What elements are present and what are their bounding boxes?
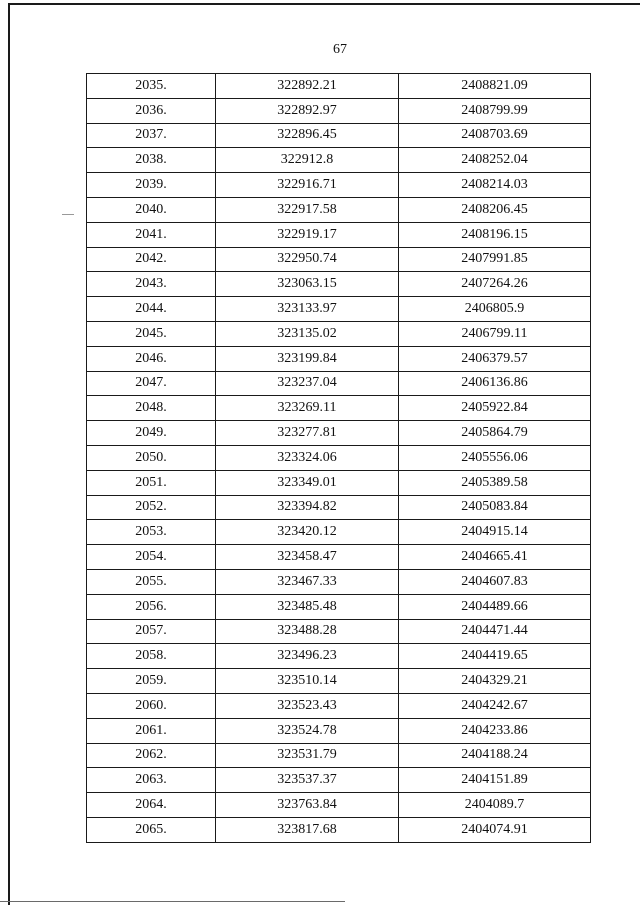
point-number-cell: 2062. (87, 743, 216, 768)
point-number-cell: 2048. (87, 396, 216, 421)
x-coordinate-cell: 323817.68 (216, 817, 399, 842)
point-number-cell: 2045. (87, 321, 216, 346)
x-coordinate-cell: 323324.06 (216, 445, 399, 470)
point-number-cell: 2035. (87, 74, 216, 99)
coordinates-table-body (87, 74, 591, 843)
point-number-cell: 2042. (87, 247, 216, 272)
x-coordinate-cell: 322916.71 (216, 173, 399, 198)
table-row (87, 222, 591, 247)
x-coordinate-cell: 323237.04 (216, 371, 399, 396)
point-number-cell: 2055. (87, 569, 216, 594)
table-row (87, 817, 591, 842)
x-coordinate-cell: 323485.48 (216, 594, 399, 619)
table-row (87, 743, 591, 768)
point-number-cell: 2037. (87, 123, 216, 148)
scan-border-left (8, 3, 10, 905)
table-row (87, 594, 591, 619)
table-row (87, 321, 591, 346)
point-number-cell: 2036. (87, 98, 216, 123)
page-number: 67 (333, 42, 347, 57)
x-coordinate-cell: 323510.14 (216, 669, 399, 694)
table-row (87, 396, 591, 421)
table-row (87, 272, 591, 297)
table-row (87, 247, 591, 272)
point-number-cell: 2060. (87, 693, 216, 718)
y-coordinate-cell: 2408196.15 (399, 222, 591, 247)
point-number-cell: 2064. (87, 793, 216, 818)
point-number-cell: 2054. (87, 545, 216, 570)
table-row (87, 669, 591, 694)
table-row (87, 123, 591, 148)
table-row (87, 644, 591, 669)
y-coordinate-cell: 2405922.84 (399, 396, 591, 421)
x-coordinate-cell: 323763.84 (216, 793, 399, 818)
y-coordinate-cell: 2408703.69 (399, 123, 591, 148)
x-coordinate-cell: 323199.84 (216, 346, 399, 371)
table-row (87, 197, 591, 222)
x-coordinate-cell: 323524.78 (216, 718, 399, 743)
table-row (87, 793, 591, 818)
table-row (87, 470, 591, 495)
table-row (87, 445, 591, 470)
y-coordinate-cell: 2406805.9 (399, 297, 591, 322)
y-coordinate-cell: 2407991.85 (399, 247, 591, 272)
x-coordinate-cell: 323135.02 (216, 321, 399, 346)
x-coordinate-cell: 322892.21 (216, 74, 399, 99)
point-number-cell: 2059. (87, 669, 216, 694)
y-coordinate-cell: 2404607.83 (399, 569, 591, 594)
point-number-cell: 2043. (87, 272, 216, 297)
y-coordinate-cell: 2406799.11 (399, 321, 591, 346)
y-coordinate-cell: 2405864.79 (399, 421, 591, 446)
table-row (87, 371, 591, 396)
table-row (87, 569, 591, 594)
table-row (87, 693, 591, 718)
y-coordinate-cell: 2404242.67 (399, 693, 591, 718)
point-number-cell: 2063. (87, 768, 216, 793)
scan-border-bottom (0, 901, 345, 902)
x-coordinate-cell: 323349.01 (216, 470, 399, 495)
x-coordinate-cell: 323531.79 (216, 743, 399, 768)
table-row (87, 421, 591, 446)
y-coordinate-cell: 2404329.21 (399, 669, 591, 694)
point-number-cell: 2065. (87, 817, 216, 842)
y-coordinate-cell: 2404471.44 (399, 619, 591, 644)
scan-border-top (8, 3, 640, 5)
point-number-cell: 2041. (87, 222, 216, 247)
point-number-cell: 2051. (87, 470, 216, 495)
x-coordinate-cell: 323537.37 (216, 768, 399, 793)
y-coordinate-cell: 2405389.58 (399, 470, 591, 495)
y-coordinate-cell: 2405083.84 (399, 495, 591, 520)
point-number-cell: 2039. (87, 173, 216, 198)
table-row (87, 619, 591, 644)
table-row (87, 718, 591, 743)
table-row (87, 495, 591, 520)
point-number-cell: 2044. (87, 297, 216, 322)
table-row (87, 74, 591, 99)
table-row (87, 98, 591, 123)
y-coordinate-cell: 2404089.7 (399, 793, 591, 818)
x-coordinate-cell: 323458.47 (216, 545, 399, 570)
y-coordinate-cell: 2407264.26 (399, 272, 591, 297)
y-coordinate-cell: 2404151.89 (399, 768, 591, 793)
x-coordinate-cell: 322912.8 (216, 148, 399, 173)
point-number-cell: 2046. (87, 346, 216, 371)
y-coordinate-cell: 2404419.65 (399, 644, 591, 669)
x-coordinate-cell: 323496.23 (216, 644, 399, 669)
table-row (87, 520, 591, 545)
table-row (87, 297, 591, 322)
y-coordinate-cell: 2404074.91 (399, 817, 591, 842)
point-number-cell: 2056. (87, 594, 216, 619)
x-coordinate-cell: 322919.17 (216, 222, 399, 247)
y-coordinate-cell: 2408799.99 (399, 98, 591, 123)
y-coordinate-cell: 2408252.04 (399, 148, 591, 173)
x-coordinate-cell: 323269.11 (216, 396, 399, 421)
table-row (87, 545, 591, 570)
point-number-cell: 2038. (87, 148, 216, 173)
point-number-cell: 2049. (87, 421, 216, 446)
y-coordinate-cell: 2406379.57 (399, 346, 591, 371)
y-coordinate-cell: 2405556.06 (399, 445, 591, 470)
y-coordinate-cell: 2404915.14 (399, 520, 591, 545)
point-number-cell: 2047. (87, 371, 216, 396)
x-coordinate-cell: 322917.58 (216, 197, 399, 222)
point-number-cell: 2058. (87, 644, 216, 669)
x-coordinate-cell: 323488.28 (216, 619, 399, 644)
x-coordinate-cell: 323277.81 (216, 421, 399, 446)
x-coordinate-cell: 323133.97 (216, 297, 399, 322)
y-coordinate-cell: 2404188.24 (399, 743, 591, 768)
x-coordinate-cell: 323467.33 (216, 569, 399, 594)
point-number-cell: 2053. (87, 520, 216, 545)
y-coordinate-cell: 2408821.09 (399, 74, 591, 99)
x-coordinate-cell: 323523.43 (216, 693, 399, 718)
table-row (87, 346, 591, 371)
x-coordinate-cell: 323394.82 (216, 495, 399, 520)
point-number-cell: 2040. (87, 197, 216, 222)
coordinates-table (86, 73, 591, 843)
x-coordinate-cell: 322892.97 (216, 98, 399, 123)
x-coordinate-cell: 323063.15 (216, 272, 399, 297)
y-coordinate-cell: 2408214.03 (399, 173, 591, 198)
point-number-cell: 2061. (87, 718, 216, 743)
point-number-cell: 2057. (87, 619, 216, 644)
y-coordinate-cell: 2404665.41 (399, 545, 591, 570)
y-coordinate-cell: 2404233.86 (399, 718, 591, 743)
point-number-cell: 2050. (87, 445, 216, 470)
point-number-cell: 2052. (87, 495, 216, 520)
table-row (87, 768, 591, 793)
y-coordinate-cell: 2408206.45 (399, 197, 591, 222)
y-coordinate-cell: 2404489.66 (399, 594, 591, 619)
table-row (87, 148, 591, 173)
x-coordinate-cell: 323420.12 (216, 520, 399, 545)
table-row (87, 173, 591, 198)
x-coordinate-cell: 322950.74 (216, 247, 399, 272)
x-coordinate-cell: 322896.45 (216, 123, 399, 148)
margin-mark (62, 214, 74, 215)
y-coordinate-cell: 2406136.86 (399, 371, 591, 396)
